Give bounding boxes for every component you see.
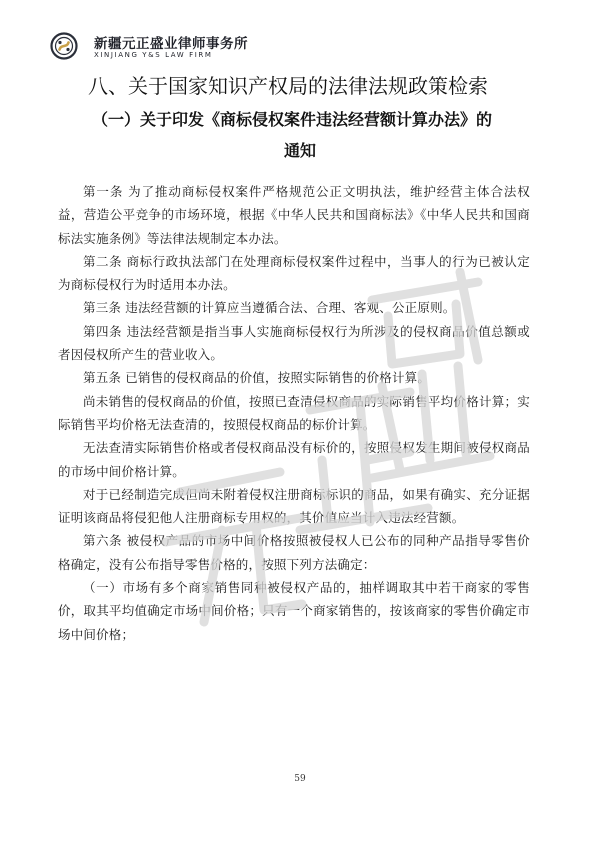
subsection-title-line2: 通知	[284, 141, 317, 160]
subsection-title-line1: （一）关于印发《商标侵权案件违法经营额计算办法》的	[92, 110, 493, 129]
paragraph-unmarked-goods: 对于已经制造完成但尚未附着侵权注册商标标识的商品，如果有确实、充分证据证明该商品将侵犯他人注册商标专用权的，其价值应当计入违法经营额。	[58, 486, 530, 526]
paragraph-article-5: 第五条 已销售的侵权商品的价值，按照实际销售的价格计算。	[83, 370, 431, 386]
firm-name-cn: 新疆元正盛业律师事务所	[94, 36, 248, 52]
paragraph-article-1: 第一条 为了推动商标侵权案件严格规范公正文明执法，维护经营主体合法权益，营造公平竞争的市场环境，根据《中华人民共和国商标法》《中华人民共和国商标法实施条例》等法律法规制定本办法。	[58, 184, 530, 246]
paragraph-no-price: 无法查清实际销售价格或者侵权商品没有标价的，按照侵权发生期间被侵权商品的市场中间价格计算。	[58, 440, 530, 479]
paragraph-article-6-item-1: （一）市场有多个商家销售同种被侵权产品的，抽样调取其中若干商家的零售价，取其平均值确定市场中间价格；只有一个商家销售的，按该商家的零售价确定市场中间价格；	[58, 580, 530, 642]
firm-seal-icon	[50, 32, 78, 60]
firm-name-en: XINJIANG Y&S LAW FIRM	[94, 51, 213, 59]
paragraph-unsold-goods: 尚未销售的侵权商品的价值，按照已查清侵权商品的实际销售平均价格计算；实际销售平均价格无法查清的，按照侵权商品的标价计算。	[58, 393, 530, 432]
paragraph-article-6: 第六条 被侵权产品的市场中间价格按照被侵权人已公布的同种产品指导零售价格确定，没有公布指导零售价格的，按照下列方法确定：	[58, 533, 530, 572]
paragraph-article-3: 第三条 违法经营额的计算应当遵循合法、合理、客观、公正原则。	[83, 300, 456, 316]
page-number: 59	[294, 774, 306, 784]
document-body	[58, 180, 530, 646]
section-title: 八、关于国家知识产权局的法律法规政策检索	[88, 74, 488, 98]
paragraph-article-2: 第二条 商标行政执法部门在处理商标侵权案件过程中，当事人的行为已被认定为商标侵权行为时适用本办法。	[58, 253, 530, 293]
paragraph-article-4: 第四条 违法经营额是指当事人实施商标侵权行为所涉及的侵权商品价值总额或者因侵权所产生的营业收入。	[58, 323, 530, 363]
